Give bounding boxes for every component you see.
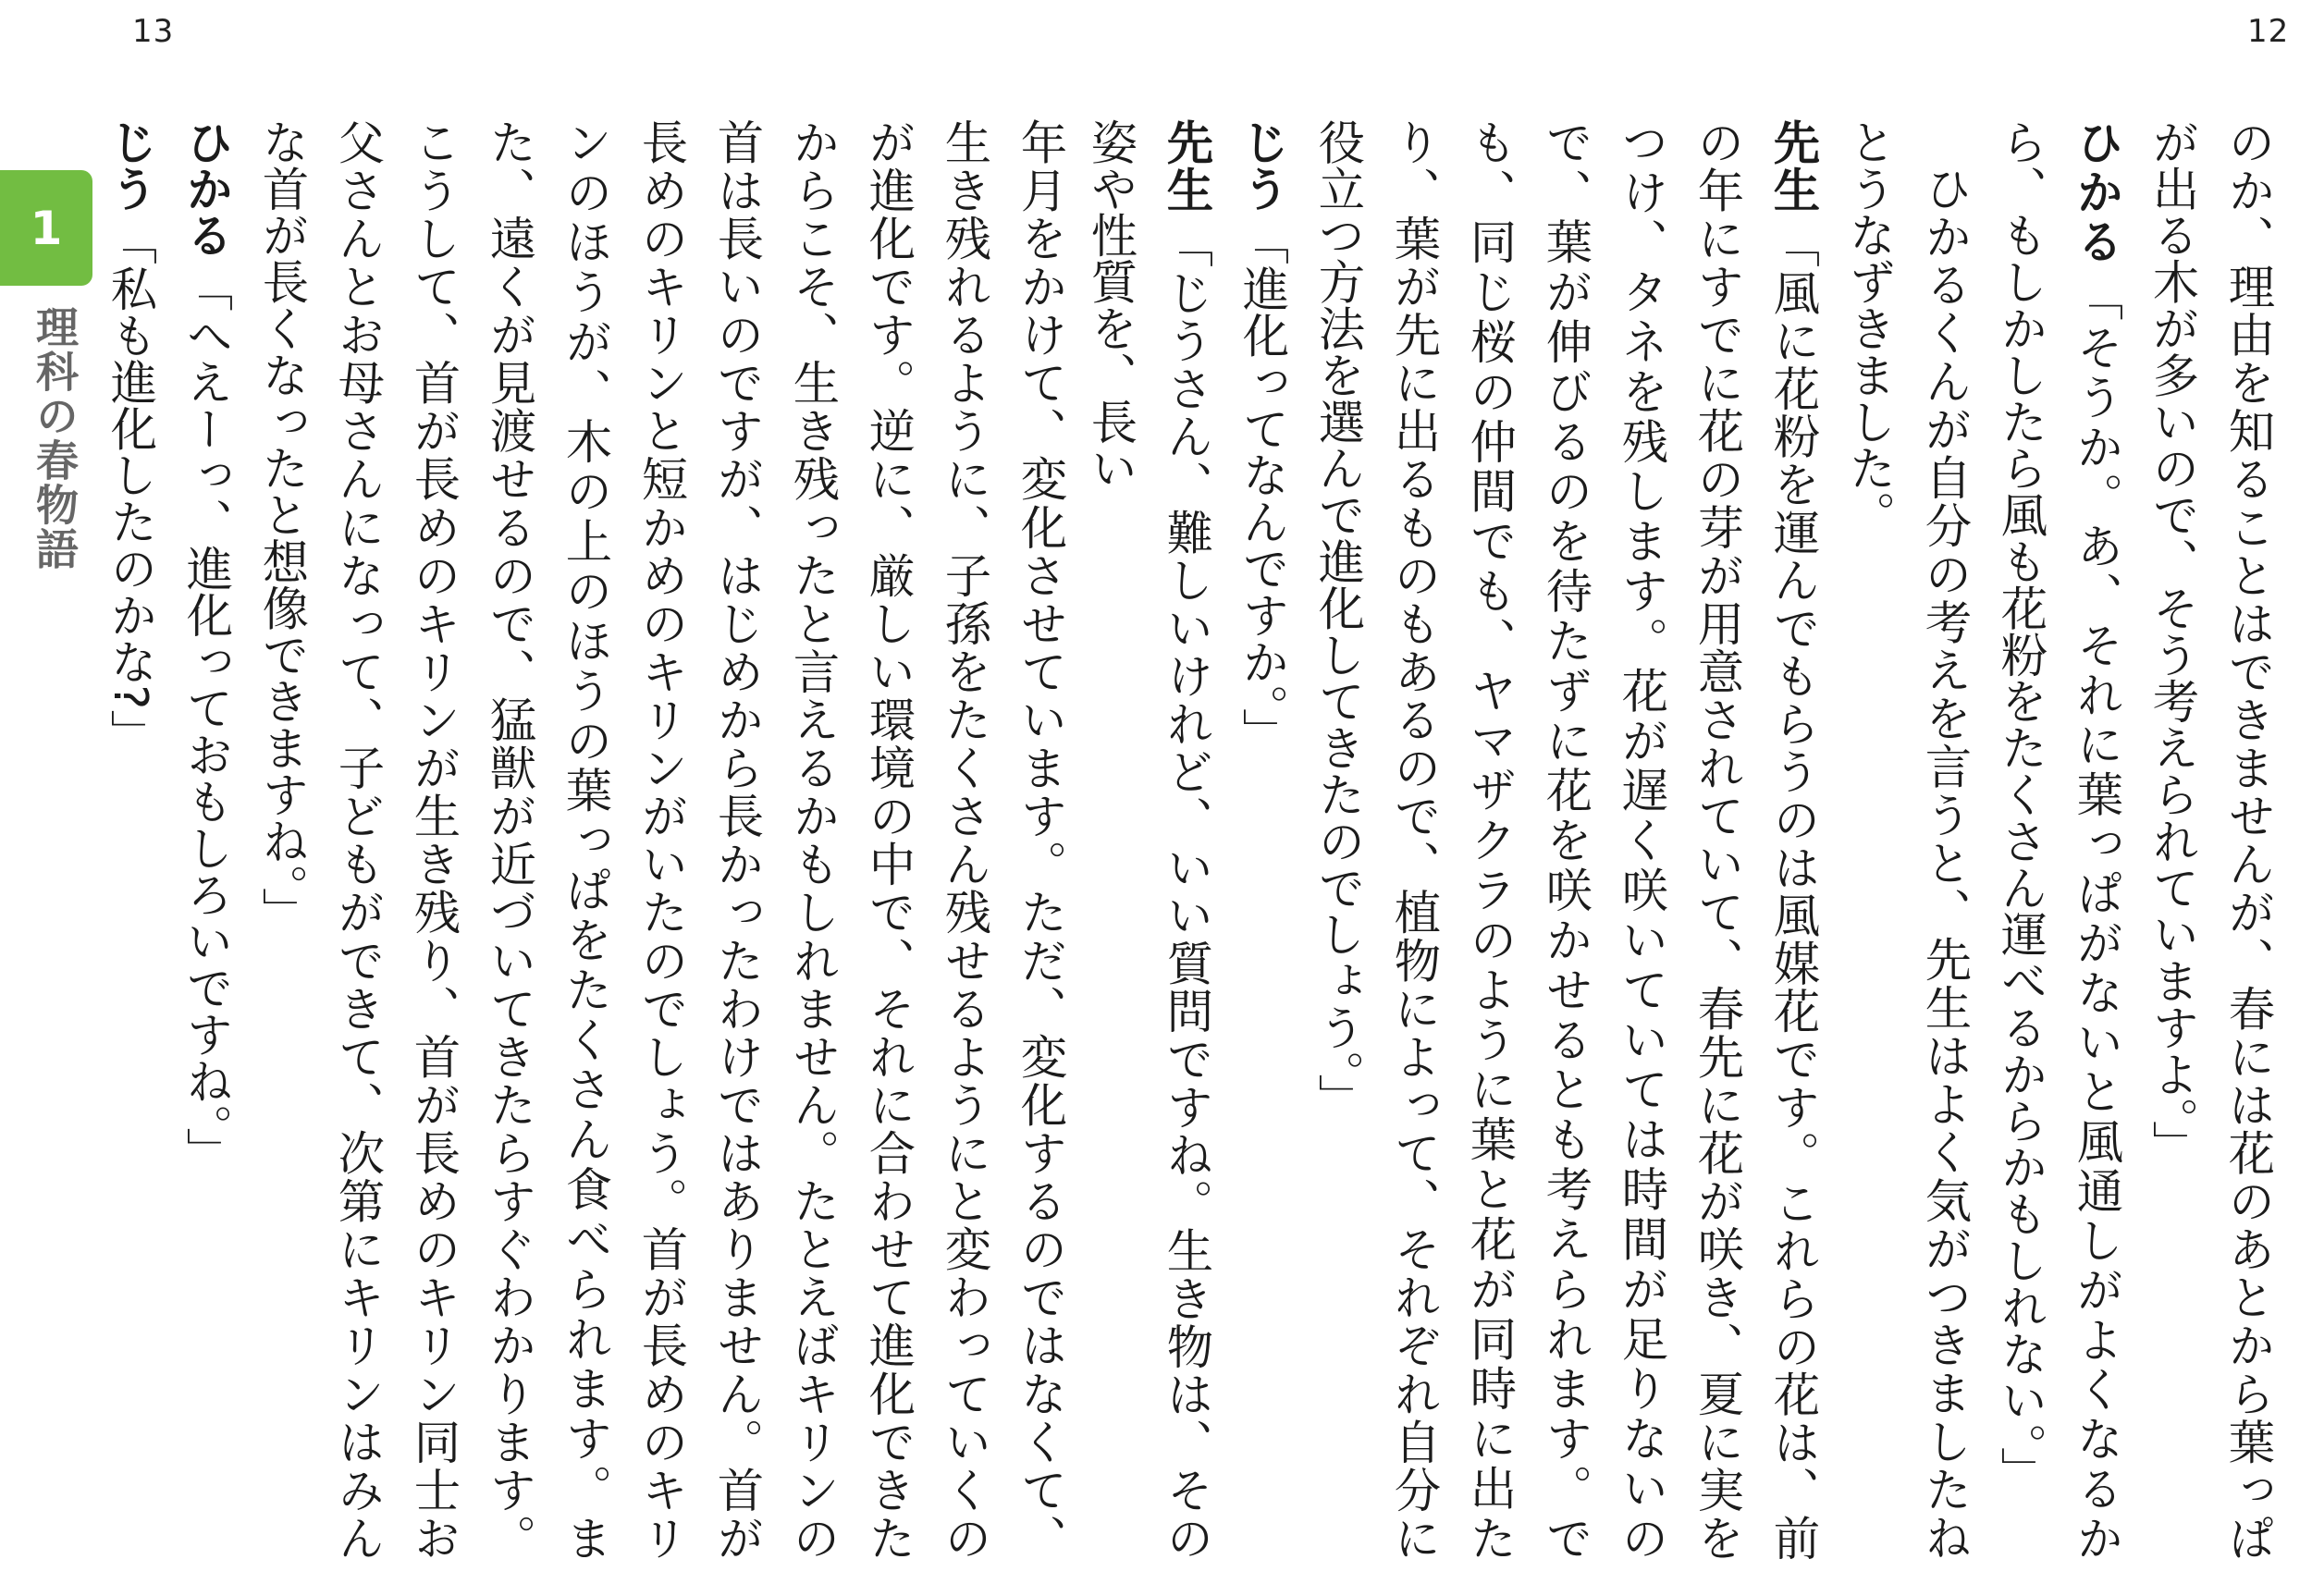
left-page-text [104, 118, 1078, 1561]
chapter-number: 1 [30, 201, 63, 255]
dialogue-text: 「そうか。あ、それに葉っぱがないと風通しがよくなるから、もしかしたら風も花粉をたくさん運べるからかもしれない。」 [1994, 118, 2124, 1561]
narration-paragraph: ひかるくんが自分の考えを言うと、先生はよく気がつきましたねとうなずきました。 [1842, 118, 1973, 1561]
dialogue-text: 「私も進化したのかな?」 [104, 218, 158, 756]
dialogue-line [1983, 118, 2134, 1561]
dialogue-line [168, 118, 244, 1561]
continued-paragraph: 年月をかけて、変化させています。ただ、変化するのではなくて、生き残れるように、子孫をたくさん残せるようにと変わっていくのが進化です。逆に、厳しい環境の中で、それに合わせて進化できたからこそ、生き残ったと言えるかもしれません。たとえばキリンの首は長いのですが、はじめから長かったわけではありません。首が長めのキリンと短かめのキリンがいたのでしょう。首が長めのキリンのほうが、木の上のほうの葉っぱをたくさん食べられます。また、遠くが見渡せるので、猛獣が近づいてきたらすぐわかります。こうして、首が長めのキリンが生き残り、首が長めのキリン同士お父さんとお母さんになって、子どもができて、次第にキリンはみんな首が長くなったと想像できますね。」 [255, 118, 1068, 1561]
speaker-name: ひかる [179, 118, 234, 259]
page-number-right: 12 [2247, 13, 2290, 50]
dialogue-text: 「風に花粉を運んでもらうのは風媒花です。これらの花は、前の年にすでに花の芽が用意されていて、春先に花が咲き、夏に実をつけ、タネを残します。花が遅く咲いていては時間が足りないので、葉が伸びるのを待たずに花を咲かせるとも考えられます。でも、同じ桜の仲間でも、ヤマザクラのように葉と花が同時に出たり、葉が先に出るものもあるので、植物によって、それぞれ自分に役立つ方法を選んで進化してきたのでしょう。」 [1311, 118, 1821, 1561]
dialogue-text: 「へえーっ、進化っておもしろいですね。」 [179, 264, 234, 1174]
chapter-tab [0, 170, 92, 286]
dialogue-text: 「じうさん、難しいけれど、いい質問ですね。生き物は、その姿や性質を、長い [1084, 118, 1214, 1561]
continued-paragraph: のか、理由を知ることはできませんが、春には花のあとから葉っぱが出る木が多いので、そう考えられていますよ。」 [2146, 118, 2276, 1561]
dialogue-line [1224, 118, 1300, 1561]
dialogue-line [92, 118, 168, 1561]
dialogue-line [1300, 118, 1831, 1561]
dialogue-text: 「進化ってなんですか。」 [1236, 218, 1290, 755]
speaker-name: 先生 [1766, 118, 1821, 215]
speaker-name: じう [104, 118, 158, 212]
speaker-name: 先生 [1160, 118, 1214, 215]
speaker-name: じう [1236, 118, 1290, 212]
page-number-left: 13 [132, 13, 175, 50]
speaker-name: ひかる [2070, 118, 2124, 267]
dialogue-line [1073, 118, 1224, 1561]
chapter-title: 理科の春物語 [30, 305, 80, 571]
right-page-text [1084, 118, 2286, 1561]
